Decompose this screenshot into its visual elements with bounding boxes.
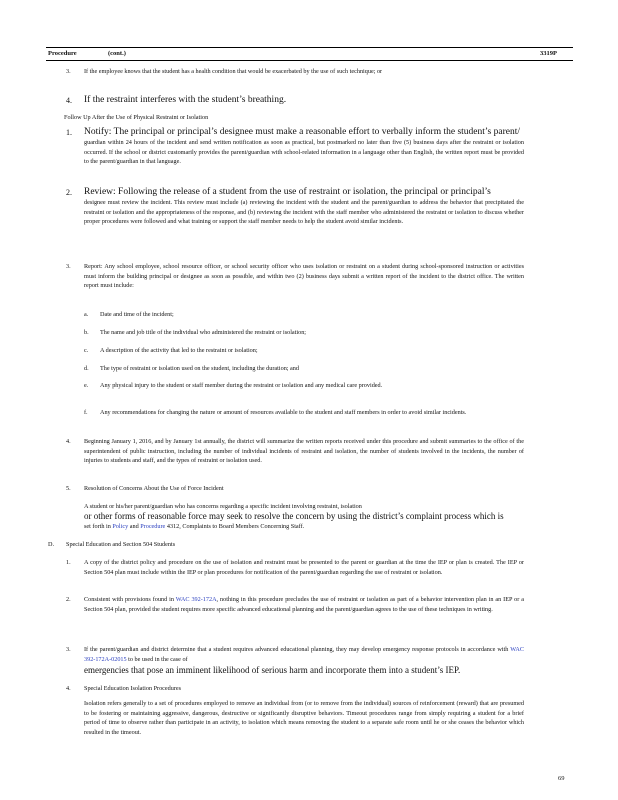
followup-1-text: guardian within 24 hours of the incident and send written notification as soon as practical, but postmarked no later than five (5) business days after the restraint or isolation occurred. If the school or district customarily provides the parent/guardian with school-related information in a language other than English, the written report must be provided to the parent/guardian in that language.	[84, 139, 524, 166]
d3-lead: emergencies that pose an imminent likelihood of serious harm and incorporate them into a student’s IEP.	[84, 665, 461, 675]
followup-1-number: 1.	[66, 128, 72, 137]
d2-number: 2.	[66, 596, 71, 603]
d4-title: Special Education Isolation Procedures	[84, 685, 182, 692]
d3-pre: If the parent/guardian and district determine that a student requires advanced educational planning, they may develop emergency response protocols in accordance with	[84, 646, 509, 653]
sub-b-number: b.	[84, 329, 89, 336]
procedure-link[interactable]: Procedure	[140, 523, 166, 530]
d3-post: to be used in the case of	[128, 655, 188, 663]
d3-number: 3.	[66, 646, 71, 653]
followup-5-complaints: 4312, Complaints to Board Members Concerning Staff.	[166, 523, 305, 530]
followup-5-lead: or other forms of reasonable force may seek to resolve the concern by using the district’s complaint process which is	[84, 511, 504, 521]
sub-b-text: The name and job title of the individual who administered the restraint or isolation;	[100, 329, 307, 336]
wac-392-172a-link[interactable]: WAC 392-172A	[175, 596, 217, 603]
item-4-text: If the restraint interferes with the student’s breathing.	[84, 95, 287, 105]
followup-heading: Follow Up After the Use of Physical Restraint or Isolation	[64, 114, 209, 121]
d4-number: 4.	[66, 685, 71, 692]
followup-2-number: 2.	[66, 188, 72, 197]
sub-f-text: Any recommendations for changing the nature or amount of resources available to the student and staff members in order to avoid similar incidents.	[100, 409, 467, 416]
section-d-title: Special Education and Section 504 Students	[66, 541, 176, 548]
wac-392-172a-02015-link[interactable]: WAC 392-172A-02015	[84, 646, 525, 663]
sub-a-text: Date and time of the incident;	[100, 311, 174, 318]
item-4-number: 4.	[66, 96, 72, 105]
followup-5-number: 5.	[66, 485, 71, 492]
d3-text	[84, 645, 524, 664]
sub-d-number: d.	[84, 365, 89, 372]
d2-pre: Consistent with provisions found in	[84, 596, 174, 603]
followup-1-lead: Notify: The principal or principal’s designee must make a reasonable effort to verbally inform the student’s parent/	[84, 127, 520, 137]
sub-e-number: e.	[84, 382, 89, 389]
d2-text	[84, 595, 524, 614]
sub-d-text: The type of restraint or isolation used on the student, including the duration; and	[100, 365, 299, 372]
sub-f-number: f.	[84, 409, 88, 416]
d4-text: Isolation refers generally to a set of procedures employed to remove an individual from (or to remove from the individual) sources of reinforcement (reward) that are presumed to be fostering or maintaining aggressive, dangerous, destructive or significantly disruptive behaviors. Timeout procedures range from simply requiring a student for a brief period of time to observe rather than participate in an activity, to isolation which means removing the student to a separate safe room until he or she ceases the behavior which resulted in the timeout.	[84, 700, 524, 736]
followup-5-text: A student or his/her parent/guardian who has concerns regarding a specific incident involving restraint, isolation	[84, 503, 362, 510]
d1-number: 1.	[66, 559, 71, 566]
followup-4-text: Beginning January 1, 2016, and by January 1st annually, the district will summarize the written reports received under this procedure and submit summaries to the office of the superintendent of public instruction, including the number of individual incidents of restraint and isolation, the number of students involved in the incidents, the number of injuries to students and staff, and the types of restraint or isolation used.	[84, 438, 524, 465]
followup-2-lead: Review: Following the release of a student from the use of restraint or isolation, the principal or principal’s	[84, 187, 491, 197]
page-number: 69	[558, 775, 565, 782]
d2-post: , nothing in this procedure precludes the use of restraint or isolation as part of a behavior intervention plan in an IEP or a Section 504 plan, provided the student requires more specific advanced educational planning and the parent/guardian agrees to the use of these techniques in writing.	[84, 596, 524, 613]
followup-3-text: Report: Any school employee, school resource officer, or school security officer who uses isolation or restraint on a student during school-sponsored instruction or activities must inform the building principal or designee as soon as possible, and within two (2) business days submit a written report of the incident to the district office. The written report must include:	[84, 263, 524, 290]
followup-5-complaint-line	[84, 522, 524, 532]
followup-3-number: 3.	[66, 263, 71, 270]
item-3-text: If the employee knows that the student has a health condition that would be exacerbated by the use of such technique; or	[84, 68, 383, 75]
sub-a-number: a.	[84, 311, 89, 318]
policy-link[interactable]: Policy	[112, 523, 129, 530]
item-3-number: 3.	[66, 68, 71, 75]
followup-2-text: designee must review the incident. This review must include (a) reviewing the incident with the student and the parent/guardian to address the behavior that precipitated the restraint or isolation and the appropriateness of the response, and (b) reviewing the incident with the staff member who administered the restraint or isolation to discuss whether proper procedures were followed and what training or support the staff member needs to help the student avoid similar incidents.	[84, 199, 524, 226]
followup-5-set-forth: set forth in	[84, 523, 111, 530]
header-procedure-number: 3319P	[540, 50, 557, 57]
d1-text: A copy of the district policy and procedure on the use of isolation and restraint must be presented to the parent or guardian at the time the IEP or plan is created. The IEP or Section 504 plan must include within the IEP or plan procedures for notification of the parent/guardian regarding the use of restraint or isolation.	[84, 559, 524, 576]
followup-5-title: Resolution of Concerns About the Use of Force Incident	[84, 485, 224, 492]
header-procedure-label: Procedure	[48, 50, 77, 57]
sub-e-text: Any physical injury to the student or staff member during the restraint or isolation and any medical care provided.	[100, 382, 383, 389]
section-d-letter: D.	[48, 541, 55, 548]
followup-4-number: 4.	[66, 438, 71, 445]
sub-c-number: c.	[84, 347, 89, 354]
followup-5-and: and	[129, 523, 139, 530]
page-header	[46, 47, 573, 61]
header-cont-label: (cont.)	[108, 50, 126, 57]
sub-c-text: A description of the activity that led to the restraint or isolation;	[100, 347, 258, 354]
